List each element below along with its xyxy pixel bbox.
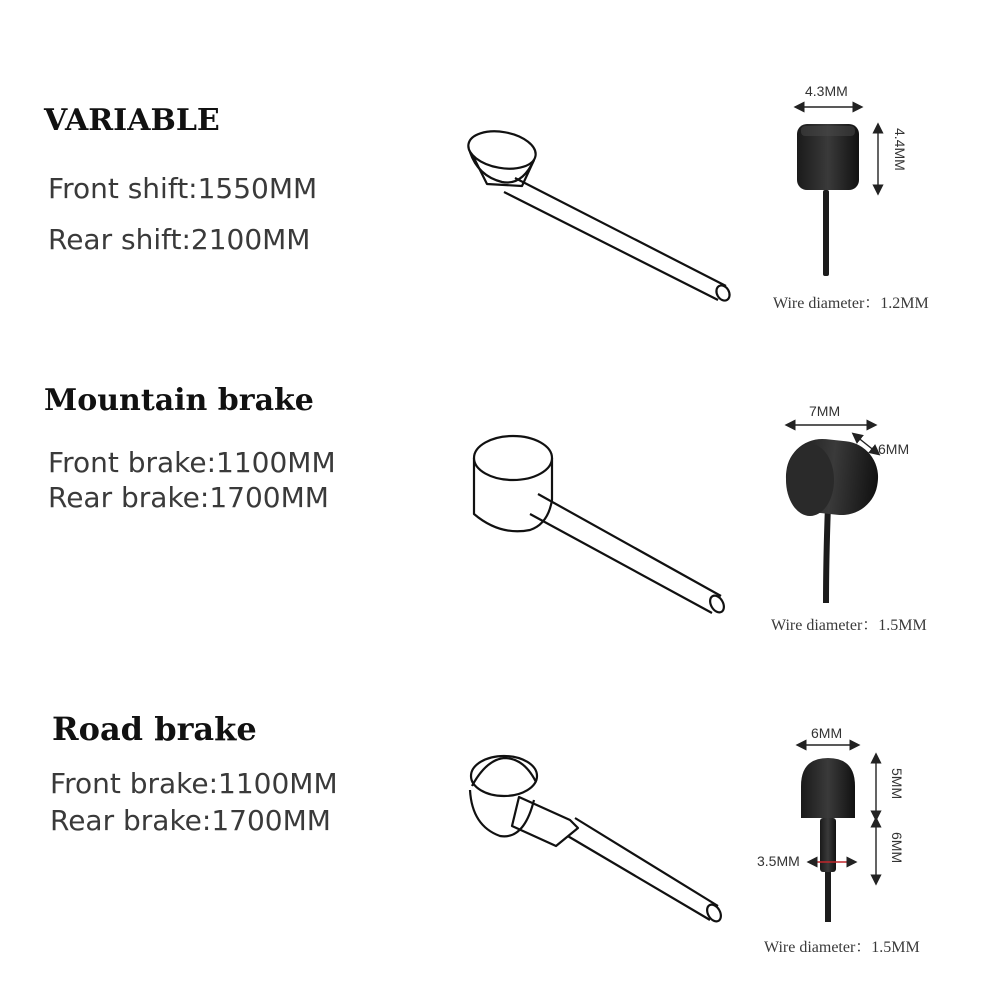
shift-cable-drawing — [465, 126, 732, 303]
shift-wire-diameter: Wire diameter：1.2MM — [773, 295, 929, 312]
mountain-width-dim: 7MM — [809, 403, 841, 419]
road-neck-height-dim: 6MM — [889, 832, 905, 864]
mountain-front-brake-length: Front brake:1100MM — [48, 446, 336, 479]
mountain-brake-photo — [782, 425, 881, 603]
shift-cable-photo — [797, 107, 878, 276]
rear-shift-length: Rear shift:2100MM — [48, 223, 311, 256]
road-rear-brake-length: Rear brake:1700MM — [50, 804, 331, 837]
section-title-mountain-brake: Mountain brake — [44, 383, 314, 418]
mountain-rear-brake-length: Rear brake:1700MM — [48, 481, 329, 514]
mountain-wire-diameter: Wire diameter：1.5MM — [771, 617, 927, 634]
road-width-dim: 6MM — [811, 725, 843, 741]
section-title-road-brake: Road brake — [52, 710, 257, 748]
road-wire-diameter: Wire diameter：1.5MM — [764, 939, 920, 956]
mountain-brake-drawing — [474, 436, 727, 615]
shift-width-dim: 4.3MM — [805, 83, 848, 99]
road-front-brake-length: Front brake:1100MM — [50, 767, 338, 800]
road-brake-photo — [801, 745, 876, 922]
road-neck-width-dim: 3.5MM — [757, 853, 800, 869]
mountain-depth-dim: 6MM — [878, 441, 910, 457]
section-title-variable: VARIABLE — [44, 103, 220, 138]
road-head-height-dim: 5MM — [889, 768, 905, 800]
front-shift-length: Front shift:1550MM — [48, 172, 318, 205]
shift-height-dim: 4.4MM — [892, 128, 908, 171]
road-brake-drawing — [470, 756, 724, 924]
